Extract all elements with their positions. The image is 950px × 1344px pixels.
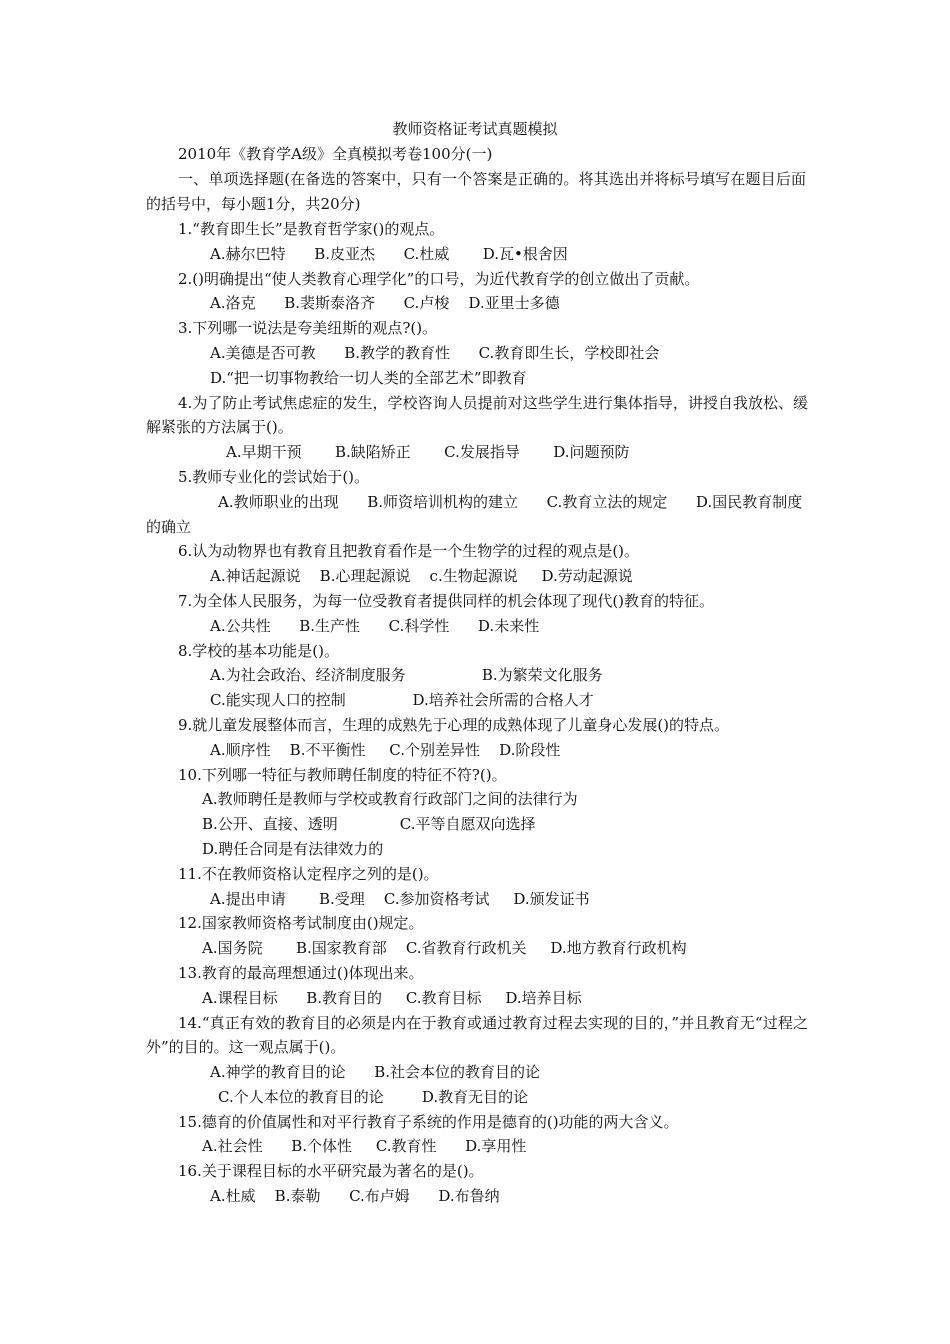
question-13: 13.教育的最高理想通过()体现出来。 (178, 963, 424, 982)
question-3-options-line-1: A.美德是否可教 B.教学的教育性 C.教育即生长，学校即社会 (210, 343, 660, 362)
question-4-options: A.早期干预 B.缺陷矫正 C.发展指导 D.问题预防 (226, 443, 630, 462)
page-title: 教师资格证考试真题模拟 (392, 120, 558, 138)
question-14-options-line-1: A.神学的教育目的论 B.社会本位的教育目的论 (210, 1063, 541, 1082)
question-11-options: A.提出申请 B.受理 C.参加资格考试 D.颁发证书 (210, 889, 590, 908)
question-4: 4.为了防止考试焦虑症的发生，学校咨询人员提前对这些学生进行集体指导，讲授自我放松、缓解紧张的方法属于()。 (146, 393, 808, 437)
question-2: 2.()明确提出“使人类教育心理学化”的口号，为近代教育学的创立做出了贡献。 (178, 269, 700, 288)
question-15: 15.德育的价值属性和对平行教育子系统的作用是德育的()功能的两大含义。 (178, 1112, 679, 1131)
question-11: 11.不在教师资格认定程序之列的是()。 (178, 864, 439, 883)
question-12-options: A.国务院 B.国家教育部 C.省教育行政机关 D.地方教育行政机构 (202, 939, 687, 958)
question-10-options-line-3: D.聘任合同是有法律效力的 (202, 839, 384, 858)
question-8-options-line-2: C.能实现人口的控制 D.培养社会所需的合格人才 (210, 691, 594, 710)
question-16-options: A.杜威 B.泰勒 C.布卢姆 D.布鲁纳 (210, 1187, 500, 1206)
question-9: 9.就儿童发展整体而言，生理的成熟先于心理的成熟体现了儿童身心发展()的特点。 (178, 715, 730, 734)
question-8-options-line-1: A.为社会政治、经济制度服务 B.为繁荣文化服务 (210, 666, 603, 685)
question-6-options: A.神话起源说 B.心理起源说 c.生物起源说 D.劳动起源说 (210, 567, 633, 586)
question-10-options-line-1: A.教师聘任是教师与学校或教育行政部门之间的法律行为 (202, 790, 578, 809)
question-8: 8.学校的基本功能是()。 (178, 641, 340, 660)
section-heading: 一、单项选择题(在备选的答案中，只有一个答案是正确的。将其选出并将标号填写在题目后面的括号中，每小题1分，共20分) (146, 170, 806, 213)
question-1: 1.“教育即生长”是教育哲学家()的观点。 (178, 220, 445, 238)
question-2-options: A.洛克 B.裴斯泰洛齐 C.卢梭 D.亚里士多德 (210, 294, 560, 313)
question-6: 6.认为动物界也有教育且把教育看作是一个生物学的过程的观点是()。 (178, 542, 640, 561)
question-7-options: A.公共性 B.生产性 C.科学性 D.未来性 (210, 616, 540, 635)
question-3-options-line-2: D.“把一切事物教给一切人类的全部艺术”即教育 (210, 368, 527, 387)
question-5: 5.教师专业化的尝试始于()。 (178, 467, 370, 486)
question-1-options: A.赫尔巴特 B.皮亚杰 C.杜威 D.瓦•根舍因 (210, 244, 568, 263)
question-14-options-line-2: C.个人本位的教育目的论 D.教育无目的论 (218, 1087, 529, 1106)
question-16: 16.关于课程目标的水平研究最为著名的是()。 (178, 1162, 484, 1181)
question-3: 3.下列哪一说法是夸美纽斯的观点?()。 (178, 319, 438, 338)
question-10: 10.下列哪一特征与教师聘任制度的特征不符?()。 (178, 765, 507, 784)
exam-subtitle: 2010年《教育学A级》全真模拟考卷100分(一) (178, 145, 493, 163)
question-7: 7.为全体人民服务，为每一位受教育者提供同样的机会体现了现代()教育的特征。 (178, 591, 715, 610)
question-15-options: A.社会性 B.个体性 C.教育性 D.享用性 (202, 1137, 527, 1156)
question-13-options: A.课程目标 B.教育目的 C.教育目标 D.培养目标 (202, 988, 582, 1007)
question-12: 12.国家教师资格考试制度由()规定。 (178, 914, 424, 933)
question-5-options: A.教师职业的出现 B.师资培训机构的建立 C.教育立法的规定 D.国民教育制度的确立 (146, 492, 803, 536)
question-14: 14.“真正有效的教育目的必须是内在于教育或通过教育过程去实现的目的，”并且教育无“过程之外”的目的。这一观点属于()。 (146, 1013, 808, 1057)
question-9-options: A.顺序性 B.不平衡性 C.个别差异性 D.阶段性 (210, 740, 561, 759)
question-10-options-line-2: B.公开、直接、透明 C.平等自愿双向选择 (202, 815, 536, 834)
question-list (146, 217, 808, 1209)
